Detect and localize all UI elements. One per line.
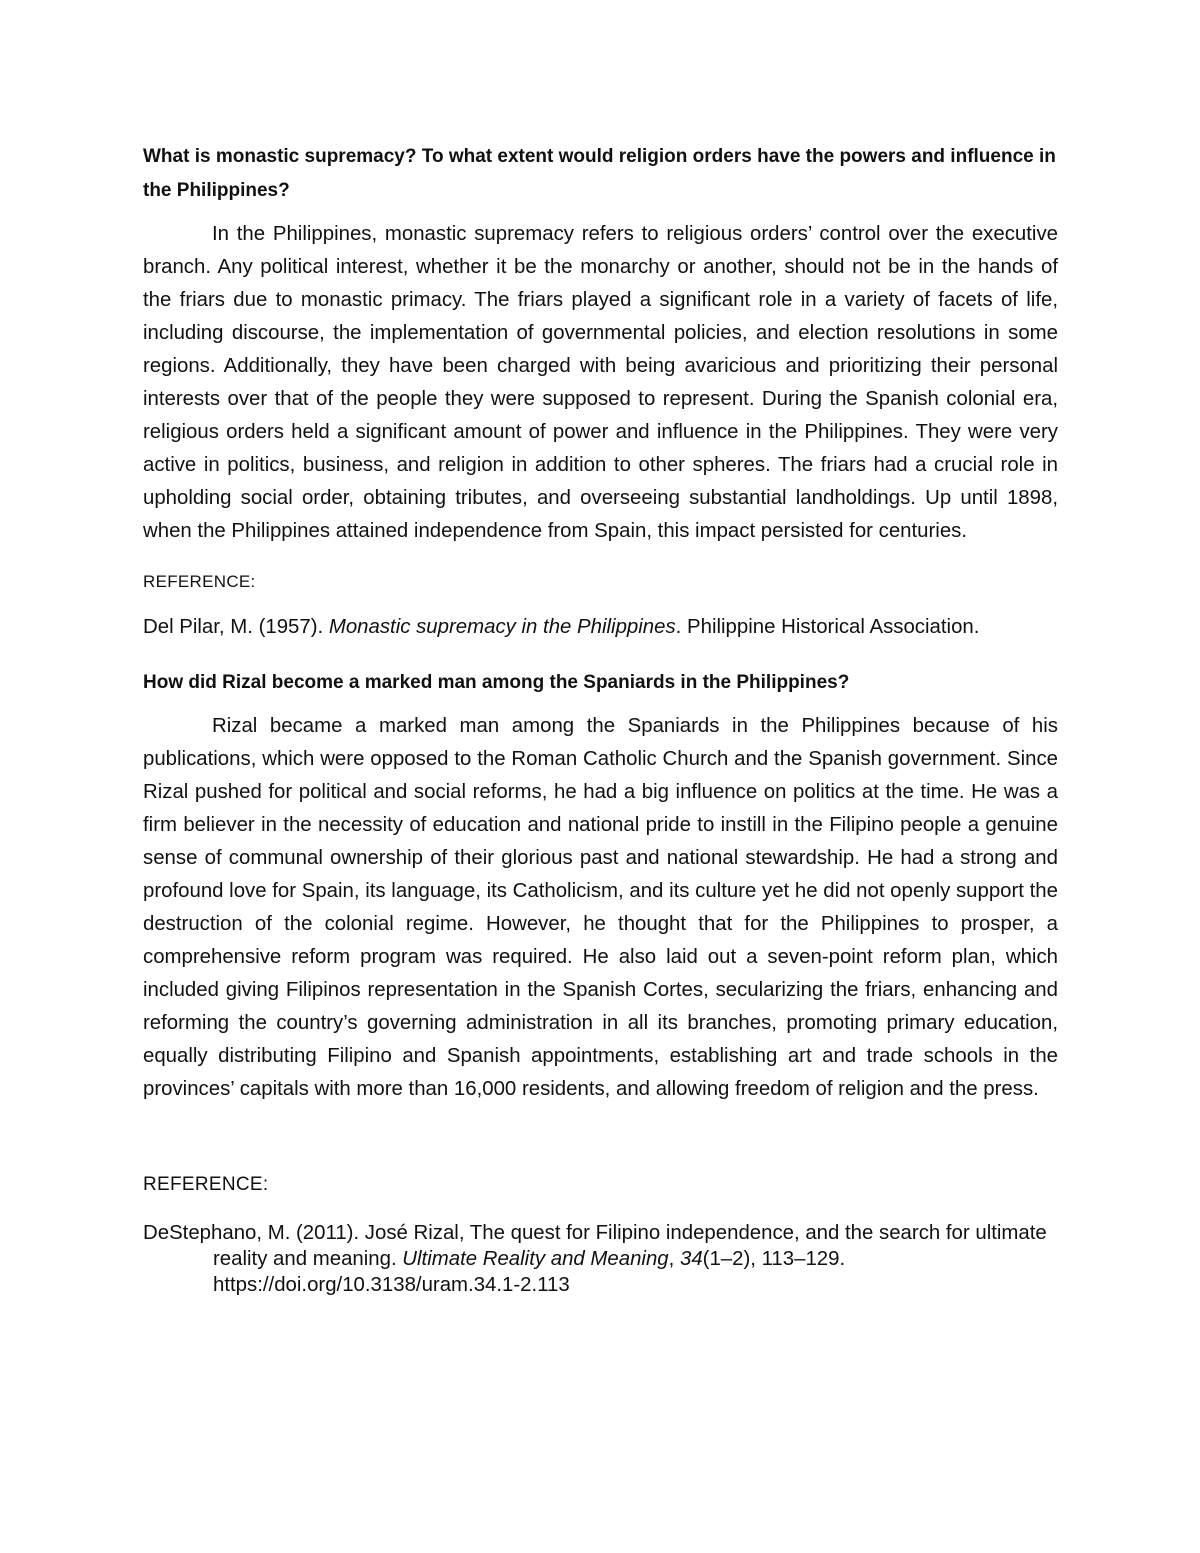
ref1-title: Monastic supremacy in the Philippines: [328, 616, 676, 638]
document-content: [143, 140, 1058, 1298]
question-2: How did Rizal become a marked man among the Spaniards in the Philippines?: [143, 672, 850, 693]
ref2-volume: 34: [679, 1248, 703, 1270]
ref2-journal: Ultimate Reality and Meaning: [402, 1248, 669, 1270]
answer-2-paragraph: Rizal became a marked man among the Spaniards in the Philippines because of his publications, which were opposed to the Roman Catholic Church and the Spanish government. Since Rizal pushed for political and social reforms, he had a big influence on politics at the time. He was a firm believer in the necessity of education and national pride to instill in the Filipino people a genuine sense of communal ownership of their glorious past and national stewardship. He had a strong and profound love for Spain, its language, its Catholicism, and its culture yet he did not openly support the destruction of the colonial regime. However, he thought that for the Philippines to prosper, a comprehensive reform program was required. He also laid out a seven-point reform plan, which included giving Filipinos representation in the Spanish Cortes, secularizing the friars, enhancing and reforming the country’s governing administration in all its branches, promoting primary education, equally distributing Filipino and Spanish appointments, establishing art and trade schools in the provinces’ capitals with more than 16,000 residents, and allowing freedom of religion and the press.: [143, 715, 1058, 1100]
ref2-pages: (1–2), 113–129.: [702, 1248, 846, 1270]
ref2-text: DeStephano, M. (2011). José Rizal, The quest for Filipino independence, and the search for ultimate reality and meaning.: [143, 1222, 1047, 1270]
reference-label-1: REFERENCE:: [143, 572, 256, 591]
ref2-sep: ,: [668, 1248, 680, 1270]
ref2-doi-link[interactable]: https://doi.org/10.3138/uram.34.1-2.113: [213, 1274, 570, 1296]
reference-entry-1: [143, 614, 1058, 640]
ref1-publisher: . Philippine Historical Association.: [675, 616, 980, 638]
reference-label-2: REFERENCE:: [143, 1174, 269, 1195]
question-1: What is monastic supremacy? To what extent would religion orders have the powers and influence in the Philippines?: [143, 146, 1056, 201]
reference-entry-2: [143, 1220, 1058, 1298]
answer-1-paragraph: In the Philippines, monastic supremacy refers to religious orders’ control over the executive branch. Any political interest, whether it be the monarchy or another, should not be in the hands of the friars due to monastic primacy. The friars played a significant role in a variety of facets of life, including discourse, the implementation of governmental policies, and election resolutions in some regions. Additionally, they have been charged with being avaricious and prioritizing their personal interests over that of the people they were supposed to represent. During the Spanish colonial era, religious orders held a significant amount of power and influence in the Philippines. They were very active in politics, business, and religion in addition to other spheres. The friars had a crucial role in upholding social order, obtaining tributes, and overseeing substantial landholdings. Up until 1898, when the Philippines attained independence from Spain, this impact persisted for centuries.: [143, 223, 1058, 542]
ref1-author-year: Del Pilar, M. (1957).: [143, 616, 329, 638]
